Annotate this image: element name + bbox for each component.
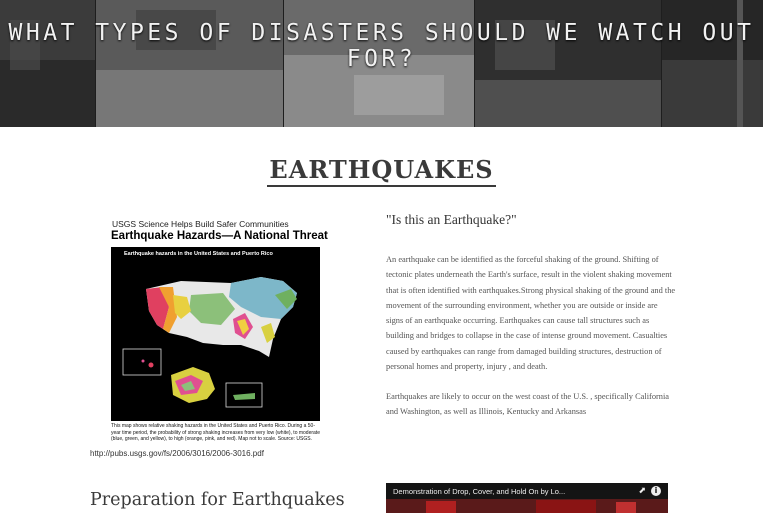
- figure-title: Earthquake Hazards—A National Threat: [111, 230, 328, 242]
- page-title: WHAT TYPES OF DISASTERS SHOULD WE WATCH OUT FOR?: [8, 20, 755, 72]
- hazard-map: [111, 247, 320, 421]
- video-embed[interactable]: [386, 483, 668, 513]
- figure-kicker: USGS Science Helps Build Safer Communities: [112, 219, 289, 229]
- article-paragraph-2: Earthquakes are likely to occur on the west coast of the U.S. , specifically California and Washington, as well as Illinois, Kentucky and Arkansas: [386, 392, 670, 417]
- section-title: [0, 155, 763, 184]
- video-title[interactable]: Demonstration of Drop, Cover, and Hold On by Lo...: [393, 487, 566, 496]
- preparation-title: Preparation for Earthquakes: [90, 490, 345, 510]
- info-icon[interactable]: i: [651, 486, 661, 496]
- article-question: "Is this an Earthquake?": [386, 212, 517, 227]
- figure-note: This map shows relative shaking hazards in the United States and Puerto Rico. During a 50-year time period, the probability of strong shaking increases from very low (white), to moderate (blue, green, and yellow), to high (orange, pink, and red). Map not to scale. Source: USGS.: [111, 423, 320, 442]
- share-icon[interactable]: ⬈: [638, 486, 646, 496]
- section-title-text: EARTHQUAKES: [267, 155, 495, 187]
- source-url: http://pubs.usgs.gov/fs/2006/3016/2006-3016.pdf: [90, 449, 264, 458]
- map-caption: Earthquake hazards in the United States and Puerto Rico: [124, 251, 273, 257]
- article-paragraph-1: An earthquake can be identified as the forceful shaking of the ground. Shifting of tectonic plates underneath the Earth's surface, result in the violent shaking movement that is often identified with earthquakes.Strong physical shaking of the ground and the movement of the surrounding environment, whether you are outside or inside are signs of an earthquake occurring. Earthquakes can cause tall structures such as building and bridges to collapse in the case of intense ground movement. Casualties caused by earthquakes can range from damaged building structures, destruction of personal homes and property, injury , and death.: [386, 255, 676, 372]
- hazard-map-image: [111, 247, 320, 421]
- earthquake-hazard-figure: [110, 215, 328, 452]
- hero-banner: [0, 0, 763, 127]
